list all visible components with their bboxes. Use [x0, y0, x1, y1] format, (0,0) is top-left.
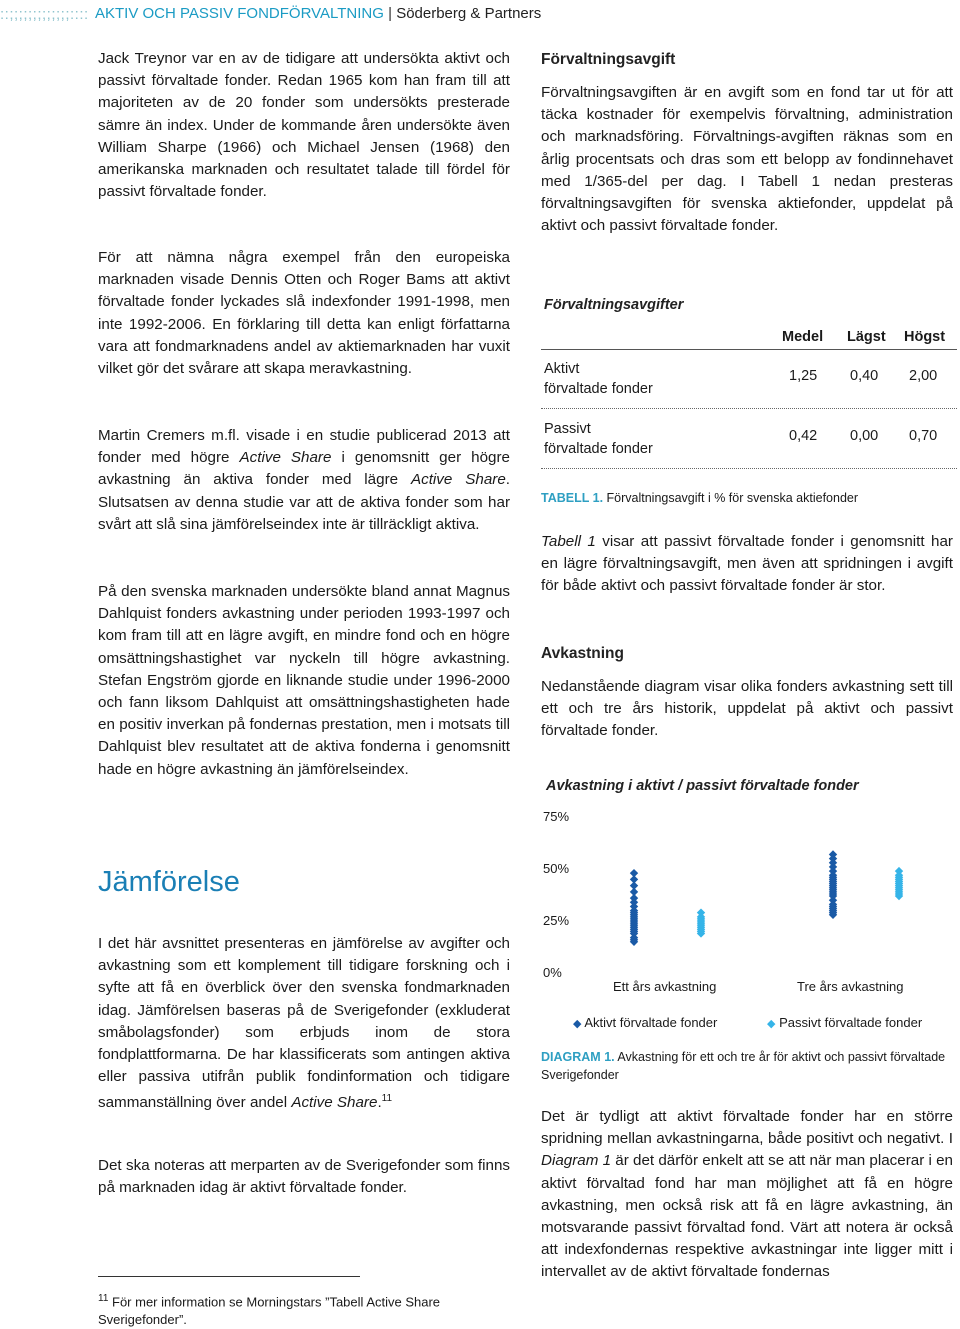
- y-tick-label: 50%: [543, 861, 570, 876]
- table-cell: 0,40: [850, 368, 879, 384]
- diagram-caption: DIAGRAM 1. Avkastning för ett och tre år för aktivt och passivt förvaltade Sverigefonder: [541, 1050, 946, 1082]
- heading-fee: Förvaltningsavgift: [541, 51, 676, 68]
- paragraph-comparison: I det här avsnittet presenteras en jämförelse av avgifter och avkastning som ett komplement till tidigare forskning och i syfte att få en överblick över den svenska fondmarknaden idag. Jämförelsen baseras på de Sverigefonder (exkluderat småbolagsfonder) som erbjuds inom de stora fondplattformarna. De har klassificerats som antingen aktiva eller passiva utifrån publik fondinformation och tidigare sammanställning över andel Active Share.$^{11}$: [98, 935, 510, 1112]
- paragraph-table-summary: Tabell 1 visar att passivt förvaltade fonder i genomsnitt har en lägre förvaltningsavgift, men även att spridningen i avgift för både aktivt och passivt förvaltade fonder är stor.: [541, 533, 953, 595]
- footnote-ref[interactable]: 11: [381, 1093, 393, 1105]
- paragraph-return: Nedanstående diagram visar olika fonders avkastning sett till ett och tre års historik, uppdelat på aktivt och passivt förvaltade fonder.: [541, 678, 953, 740]
- legend-aktivt: [573, 1015, 717, 1030]
- legend-aktivt-marker: ◆: [573, 1018, 582, 1030]
- header-title: [95, 5, 541, 22]
- section-heading-comparison: Jämförelse: [98, 866, 240, 898]
- legend-passivt-label: Passivt förvaltade fonder: [779, 1015, 923, 1030]
- table-caption: TABELL 1. Förvaltningsavgift i % för svenska aktiefonder: [541, 491, 859, 505]
- paragraph-note: Det ska noteras att merparten av de Sverigefonder som finns på marknaden idag är aktivt förvaltade fonder.: [98, 1157, 510, 1197]
- x-category-label: Ett års avkastning: [613, 979, 717, 994]
- header-report-title: AKTIV OCH PASSIV FONDFÖRVALTNING: [95, 5, 384, 22]
- chart-title: Avkastning i aktivt / passivt förvaltade fonder: [546, 778, 859, 794]
- chart-plot-area: [541, 800, 957, 1000]
- table-row: [541, 350, 957, 409]
- paragraph-europe: För att nämna några exempel från den europeiska marknaden visade Dennis Otten och Roger Bams att aktivt förvaltade fonder lyckades slå indexfonder 1991-1998, men inte 1992-2006. En förklaring till detta kan enligt författarna vara att fondmarknadens andel av aktiemarknaden har vuxit vilket gör det svårare att skapa meravkastning.: [98, 249, 510, 378]
- footnote: $^{11}$ För mer information se Morningstars ”Tabell Active Share Sverigefonder”.: [98, 1293, 441, 1328]
- footnote-divider: [98, 1276, 360, 1277]
- x-category-label: Tre års avkastning: [797, 979, 904, 994]
- table-title: Förvaltningsavgifter: [544, 297, 684, 313]
- legend-passivt-marker: ◆: [767, 1018, 776, 1030]
- header-firm: Söderberg & Partners: [396, 5, 542, 22]
- table-header-medel: Medel: [782, 329, 824, 345]
- table-cell: 0,00: [850, 428, 879, 444]
- table-row-label: Aktivt förvaltade fonder: [544, 361, 653, 397]
- table-cell: 0,70: [909, 428, 938, 444]
- table-row: [541, 410, 957, 469]
- table-cell: 2,00: [909, 368, 938, 384]
- table-row-label: Passivt förvaltade fonder: [544, 421, 653, 457]
- paragraph-swedish-market: På den svenska marknaden undersökte bland annat Magnus Dahlquist fonders avkastning under perioden 1993-1997 och kom fram till att en lägre avgift, en mindre fond och en högre omsättningshastighet var nyckeln till högre avkastning. Stefan Engström gjorde en liknande studie under 1996-2000 och fann liksom Dahlquist att omsättningshastigheten hade en positiv inverkan på fondernas prestation, men i motsats till Dahlquist blev resultatet att de aktiva fonderna i genomsnitt hade en högre avkastning än jämförelseindex.: [98, 583, 510, 778]
- y-tick-label: 25%: [543, 913, 570, 928]
- paragraph-treynor: Jack Treynor var en av de tidigare att undersökta aktivt och passivt förvaltade fonder. Redan 1965 kom han fram till att majoriteten av de 20 fonder som undersökts presterade sämre än index. Under de kommande åren undersökte även William Sharpe (1966) och Michael Jensen (1968) den amerikanska marknaden och resultatet talade till fördel för passivt förvaltade fonder.: [98, 50, 510, 201]
- page-header: [0, 0, 960, 30]
- heading-return: Avkastning: [541, 645, 624, 662]
- y-tick-label: 0%: [543, 965, 562, 980]
- paragraph-analysis: Det är tydligt att aktivt förvaltade fonder har en större spridning mellan avkastningarna, både positivt och negativt. I Diagram 1 är det därför enkelt att se att när man placerar i en aktivt förvaltad fond har man möjlighet att få en högre avkastning, men också risk att få en lägre avkastning, än motsvarande passivt förvaltad fond. Värt att notera är också att indexfondernas respektive avkastningar inte ligger mitt i intervallet av de aktivt förvaltade fondernas: [541, 1108, 953, 1281]
- table-header-hogst: Högst: [904, 329, 946, 345]
- table-header-lagst: Lägst: [847, 329, 886, 345]
- header-dots: ::;;;;;;;;;;;;;::::: [0, 6, 89, 23]
- paragraph-fee: Förvaltningsavgiften är en avgift som en fond tar ut för att täcka kostnader för exempelvis förvaltning, administration och marknadsföring. Förvaltnings-avgiften räknas som en årlig procentsats och dras som ett belopp av fondinnehavet med 1/365-del per dag. I Tabell 1 nedan presteras förvaltningsavgiften för svenska aktiefonder, uppdelat på aktivt och passivt förvaltade fonder.: [541, 84, 953, 235]
- legend-passivt: [767, 1015, 922, 1030]
- table-cell: 0,42: [789, 428, 818, 444]
- return-chart: [541, 800, 957, 1040]
- fee-table: [541, 322, 957, 457]
- header-separator: |: [388, 5, 393, 22]
- y-tick-label: 75%: [543, 809, 570, 824]
- paragraph-cremers: Martin Cremers m.fl. visade i en studie publicerad 2013 att fonder med högre Active Share i genomsnitt ger högre avkastning än aktiva fonder med lägre Active Share. Slutsatsen av denna studie var att de aktiva fonder som har svårt att slå sina jämförelseindex inte är tillräckligt aktiva.: [98, 427, 511, 533]
- table-cell: 1,25: [789, 368, 818, 384]
- table-header-row: [541, 327, 957, 350]
- legend-aktivt-label: Aktivt förvaltade fonder: [584, 1015, 718, 1030]
